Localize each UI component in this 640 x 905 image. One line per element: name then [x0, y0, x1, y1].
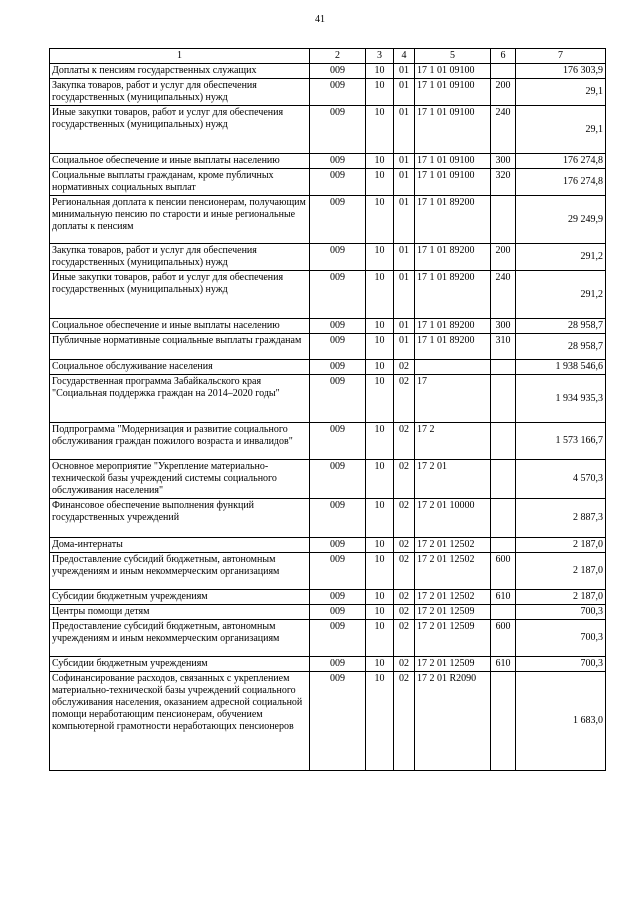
section-code-cell: 10: [366, 319, 394, 334]
row-name-cell: Доплаты к пенсиям государственных служащих: [50, 64, 310, 79]
row-name-cell: Подпрограмма "Модернизация и развитие социального обслуживания граждан пожилого возраста и инвалидов": [50, 423, 310, 460]
table-row: [50, 553, 606, 590]
amount-cell: 176 274,8: [516, 169, 606, 196]
subsection-code-cell: 01: [394, 244, 415, 271]
table-row: [50, 319, 606, 334]
column-header: 6: [491, 49, 516, 64]
section-code-cell: 10: [366, 244, 394, 271]
table-row: [50, 334, 606, 360]
table-row: [50, 360, 606, 375]
amount-cell: 28 958,7: [516, 334, 606, 360]
row-name-cell: Иные закупки товаров, работ и услуг для обеспечения государственных (муниципальных) нужд: [50, 271, 310, 319]
table-row: [50, 657, 606, 672]
expense-type-cell: [491, 460, 516, 499]
amount-cell: 2 187,0: [516, 553, 606, 590]
row-name-cell: Закупка товаров, работ и услуг для обеспечения государственных (муниципальных) нужд: [50, 244, 310, 271]
target-article-cell: 17 2 01 12502: [415, 590, 491, 605]
section-code-cell: 10: [366, 271, 394, 319]
target-article-cell: 17 1 01 09100: [415, 64, 491, 79]
ministry-code-cell: 009: [310, 271, 366, 319]
column-header: 7: [516, 49, 606, 64]
subsection-code-cell: 02: [394, 375, 415, 423]
table-row: [50, 620, 606, 657]
section-code-cell: 10: [366, 106, 394, 154]
target-article-cell: 17 1 01 89200: [415, 244, 491, 271]
row-name-cell: Региональная доплата к пенсии пенсионерам, получающим минимальную пенсию по старости и иные региональные доплаты к пенсиям: [50, 196, 310, 244]
row-name-cell: Публичные нормативные социальные выплаты гражданам: [50, 334, 310, 360]
expense-type-cell: 240: [491, 271, 516, 319]
target-article-cell: 17 2 01: [415, 460, 491, 499]
section-code-cell: 10: [366, 375, 394, 423]
target-article-cell: 17 1 01 89200: [415, 271, 491, 319]
section-code-cell: 10: [366, 360, 394, 375]
amount-cell: 176 303,9: [516, 64, 606, 79]
amount-cell: 291,2: [516, 271, 606, 319]
section-code-cell: 10: [366, 553, 394, 590]
column-header: 4: [394, 49, 415, 64]
subsection-code-cell: 02: [394, 553, 415, 590]
target-article-cell: 17 1 01 89200: [415, 334, 491, 360]
ministry-code-cell: 009: [310, 79, 366, 106]
ministry-code-cell: 009: [310, 620, 366, 657]
expense-type-cell: 610: [491, 657, 516, 672]
target-article-cell: 17 2 01 12509: [415, 605, 491, 620]
section-code-cell: 10: [366, 538, 394, 553]
amount-cell: 29,1: [516, 79, 606, 106]
target-article-cell: 17: [415, 375, 491, 423]
subsection-code-cell: 02: [394, 672, 415, 771]
section-code-cell: 10: [366, 590, 394, 605]
section-code-cell: 10: [366, 64, 394, 79]
amount-cell: 1 938 546,6: [516, 360, 606, 375]
subsection-code-cell: 02: [394, 423, 415, 460]
section-code-cell: 10: [366, 672, 394, 771]
subsection-code-cell: 01: [394, 169, 415, 196]
table-row: [50, 271, 606, 319]
amount-cell: 291,2: [516, 244, 606, 271]
row-name-cell: Центры помощи детям: [50, 605, 310, 620]
expense-type-cell: 310: [491, 334, 516, 360]
expense-type-cell: [491, 672, 516, 771]
table-row: [50, 154, 606, 169]
ministry-code-cell: 009: [310, 538, 366, 553]
expense-type-cell: 200: [491, 79, 516, 106]
budget-table: [49, 48, 606, 771]
table-row: [50, 169, 606, 196]
expense-type-cell: [491, 605, 516, 620]
ministry-code-cell: 009: [310, 375, 366, 423]
amount-cell: 700,3: [516, 620, 606, 657]
target-article-cell: 17 2 01 R2090: [415, 672, 491, 771]
row-name-cell: Финансовое обеспечение выполнения функций государственных учреждений: [50, 499, 310, 538]
subsection-code-cell: 02: [394, 538, 415, 553]
expense-type-cell: 600: [491, 553, 516, 590]
expense-type-cell: 200: [491, 244, 516, 271]
table-row: [50, 499, 606, 538]
expense-type-cell: [491, 196, 516, 244]
amount-cell: 4 570,3: [516, 460, 606, 499]
subsection-code-cell: 02: [394, 360, 415, 375]
amount-cell: 176 274,8: [516, 154, 606, 169]
section-code-cell: 10: [366, 154, 394, 169]
amount-cell: 1 934 935,3: [516, 375, 606, 423]
subsection-code-cell: 01: [394, 319, 415, 334]
subsection-code-cell: 01: [394, 154, 415, 169]
target-article-cell: 17 2 01 12502: [415, 538, 491, 553]
ministry-code-cell: 009: [310, 672, 366, 771]
amount-cell: 2 187,0: [516, 538, 606, 553]
section-code-cell: 10: [366, 499, 394, 538]
row-name-cell: Предоставление субсидий бюджетным, автономным учреждениям и иным некоммерческим организациям: [50, 553, 310, 590]
subsection-code-cell: 02: [394, 590, 415, 605]
row-name-cell: Предоставление субсидий бюджетным, автономным учреждениям и иным некоммерческим организациям: [50, 620, 310, 657]
column-header: 3: [366, 49, 394, 64]
expense-type-cell: 600: [491, 620, 516, 657]
ministry-code-cell: 009: [310, 154, 366, 169]
amount-cell: 29,1: [516, 106, 606, 154]
amount-cell: 1 573 166,7: [516, 423, 606, 460]
table-row: [50, 590, 606, 605]
ministry-code-cell: 009: [310, 499, 366, 538]
ministry-code-cell: 009: [310, 169, 366, 196]
row-name-cell: Социальные выплаты гражданам, кроме публичных нормативных социальных выплат: [50, 169, 310, 196]
target-article-cell: 17 1 01 09100: [415, 106, 491, 154]
table-header-row: [50, 49, 606, 64]
ministry-code-cell: 009: [310, 196, 366, 244]
ministry-code-cell: 009: [310, 360, 366, 375]
table-row: [50, 196, 606, 244]
expense-type-cell: [491, 499, 516, 538]
target-article-cell: 17 1 01 89200: [415, 319, 491, 334]
ministry-code-cell: 009: [310, 460, 366, 499]
section-code-cell: 10: [366, 79, 394, 106]
target-article-cell: 17 1 01 89200: [415, 196, 491, 244]
row-name-cell: Социальное обеспечение и иные выплаты населению: [50, 319, 310, 334]
expense-type-cell: [491, 538, 516, 553]
column-header: 5: [415, 49, 491, 64]
target-article-cell: 17 2 01 10000: [415, 499, 491, 538]
row-name-cell: Софинансирование расходов, связанных с укреплением материально-технической базы учреждений социального обслуживания населения, оказанием адресной социальной помощи неработающим пенсионерам, обучением компьютерной грамотности неработающих пенсионеров: [50, 672, 310, 771]
target-article-cell: 17 2 01 12509: [415, 620, 491, 657]
ministry-code-cell: 009: [310, 334, 366, 360]
section-code-cell: 10: [366, 460, 394, 499]
expense-type-cell: 320: [491, 169, 516, 196]
expense-type-cell: 610: [491, 590, 516, 605]
amount-cell: 2 887,3: [516, 499, 606, 538]
subsection-code-cell: 01: [394, 271, 415, 319]
row-name-cell: Социальное обеспечение и иные выплаты населению: [50, 154, 310, 169]
row-name-cell: Основное мероприятие "Укрепление материально-технической базы учреждений системы социального обслуживания населения": [50, 460, 310, 499]
row-name-cell: Иные закупки товаров, работ и услуг для обеспечения государственных (муниципальных) нужд: [50, 106, 310, 154]
expense-type-cell: [491, 423, 516, 460]
subsection-code-cell: 02: [394, 657, 415, 672]
row-name-cell: Дома-интернаты: [50, 538, 310, 553]
column-header: 2: [310, 49, 366, 64]
table-row: [50, 605, 606, 620]
table-row: [50, 106, 606, 154]
subsection-code-cell: 01: [394, 196, 415, 244]
subsection-code-cell: 02: [394, 460, 415, 499]
target-article-cell: 17 1 01 09100: [415, 79, 491, 106]
ministry-code-cell: 009: [310, 423, 366, 460]
row-name-cell: Закупка товаров, работ и услуг для обеспечения государственных (муниципальных) нужд: [50, 79, 310, 106]
ministry-code-cell: 009: [310, 319, 366, 334]
target-article-cell: 17 2 01 12509: [415, 657, 491, 672]
subsection-code-cell: 01: [394, 334, 415, 360]
expense-type-cell: [491, 64, 516, 79]
target-article-cell: 17 1 01 09100: [415, 169, 491, 196]
expense-type-cell: 240: [491, 106, 516, 154]
expense-type-cell: 300: [491, 319, 516, 334]
amount-cell: 700,3: [516, 657, 606, 672]
row-name-cell: Субсидии бюджетным учреждениям: [50, 657, 310, 672]
ministry-code-cell: 009: [310, 605, 366, 620]
table-row: [50, 375, 606, 423]
section-code-cell: 10: [366, 620, 394, 657]
subsection-code-cell: 02: [394, 620, 415, 657]
amount-cell: 2 187,0: [516, 590, 606, 605]
target-article-cell: 17 2: [415, 423, 491, 460]
expense-type-cell: [491, 360, 516, 375]
column-header: 1: [50, 49, 310, 64]
ministry-code-cell: 009: [310, 244, 366, 271]
subsection-code-cell: 01: [394, 106, 415, 154]
amount-cell: 29 249,9: [516, 196, 606, 244]
table-row: [50, 460, 606, 499]
amount-cell: 28 958,7: [516, 319, 606, 334]
amount-cell: 700,3: [516, 605, 606, 620]
subsection-code-cell: 01: [394, 64, 415, 79]
ministry-code-cell: 009: [310, 106, 366, 154]
row-name-cell: Субсидии бюджетным учреждениям: [50, 590, 310, 605]
section-code-cell: 10: [366, 423, 394, 460]
table-row: [50, 79, 606, 106]
ministry-code-cell: 009: [310, 590, 366, 605]
table-row: [50, 672, 606, 771]
page-number: 41: [315, 14, 325, 25]
table-row: [50, 423, 606, 460]
expense-type-cell: [491, 375, 516, 423]
ministry-code-cell: 009: [310, 657, 366, 672]
section-code-cell: 10: [366, 605, 394, 620]
amount-cell: 1 683,0: [516, 672, 606, 771]
target-article-cell: 17 1 01 09100: [415, 154, 491, 169]
ministry-code-cell: 009: [310, 553, 366, 590]
ministry-code-cell: 009: [310, 64, 366, 79]
subsection-code-cell: 02: [394, 499, 415, 538]
expense-type-cell: 300: [491, 154, 516, 169]
subsection-code-cell: 02: [394, 605, 415, 620]
section-code-cell: 10: [366, 169, 394, 196]
row-name-cell: Социальное обслуживание населения: [50, 360, 310, 375]
section-code-cell: 10: [366, 334, 394, 360]
table-row: [50, 538, 606, 553]
table-row: [50, 64, 606, 79]
section-code-cell: 10: [366, 657, 394, 672]
target-article-cell: 17 2 01 12502: [415, 553, 491, 590]
section-code-cell: 10: [366, 196, 394, 244]
row-name-cell: Государственная программа Забайкальского края "Социальная поддержка граждан на 2014–2020 годы": [50, 375, 310, 423]
target-article-cell: [415, 360, 491, 375]
table-row: [50, 244, 606, 271]
subsection-code-cell: 01: [394, 79, 415, 106]
